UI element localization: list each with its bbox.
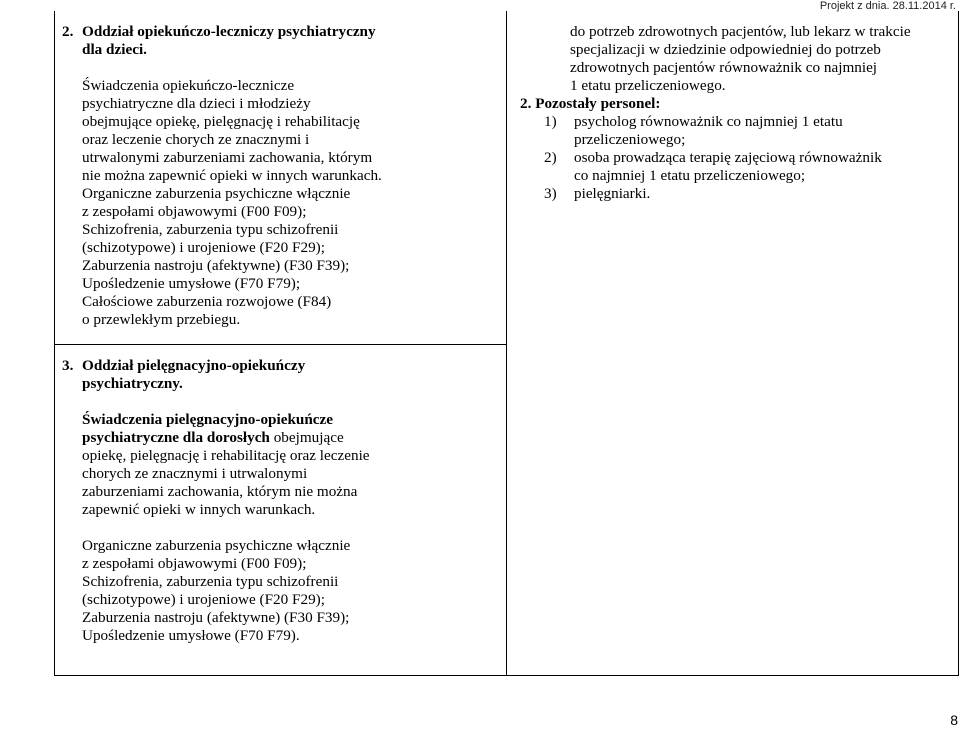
text-line: zdrowotnych pacjentów równoważnik co najmniej	[570, 59, 878, 76]
text-line: Schizofrenia, zaburzenia typu schizofrenii	[82, 221, 339, 238]
section-number: 3.	[62, 357, 74, 374]
text-line: chorych ze znacznymi i utrwalonymi	[82, 465, 308, 482]
text-line: opiekę, pielęgnację i rehabilitację oraz leczenie	[82, 447, 370, 464]
text-line: Upośledzenie umysłowe (F70 F79).	[82, 627, 300, 644]
staff-list	[516, 113, 946, 203]
text-line: Zaburzenia nastroju (afektywne) (F30 F39);	[82, 609, 350, 626]
text-line-mixed	[82, 429, 494, 447]
text-line: o przewlekłym przebiegu.	[82, 311, 241, 328]
list-item	[544, 149, 946, 185]
continuation-text	[516, 23, 946, 41]
text-line: (schizotypowe) i urojeniowe (F20 F29);	[82, 239, 325, 256]
text-line: oraz leczenie chorych ze znacznymi i	[82, 131, 310, 148]
text-line: zaburzeniami zachowania, którym nie można	[82, 483, 358, 500]
staff-heading: 2. Pozostały personel:	[520, 95, 661, 112]
section-3-heading	[54, 357, 494, 393]
text-line: 1 etatu przeliczeniowego.	[570, 77, 726, 94]
text-line: Organiczne zaburzenia psychiczne włącznie	[82, 185, 351, 202]
text-line: utrwalonymi zaburzeniami zachowania, którym	[82, 149, 373, 166]
text-line: psycholog równoważnik co najmniej 1 etatu	[574, 113, 843, 130]
text-line: Całościowe zaburzenia rozwojowe (F84)	[82, 293, 332, 310]
text-line: Świadczenia opiekuńczo-lecznicze	[82, 77, 295, 94]
continuation-text-rest	[516, 41, 946, 95]
section-title-line: psychiatryczny.	[82, 375, 183, 392]
text-line: specjalizacji w dziedzinie odpowiedniej do potrzeb	[570, 41, 881, 58]
section-2-disorders	[54, 185, 494, 329]
text-line: osoba prowadząca terapię zajęciową równoważnik	[574, 149, 882, 166]
section-number: 2.	[62, 23, 74, 40]
text-line: przeliczeniowego;	[574, 131, 686, 148]
page-number: 8	[950, 712, 958, 728]
list-number: 3)	[544, 185, 557, 202]
text-line: zapewnić opieki w innych warunkach.	[82, 501, 316, 518]
section-3-disorders	[54, 537, 494, 645]
table-border-bottom	[54, 675, 959, 676]
plain-phrase: obejmujące	[269, 429, 344, 446]
text-line: Schizofrenia, zaburzenia typu schizofrenii	[82, 573, 339, 590]
text-line: Organiczne zaburzenia psychiczne włącznie	[82, 537, 351, 554]
text-line: z zespołami objawowymi (F00 F09);	[82, 203, 307, 220]
text-line: Zaburzenia nastroju (afektywne) (F30 F39);	[82, 257, 350, 274]
list-item	[544, 113, 946, 149]
text-line: z zespołami objawowymi (F00 F09);	[82, 555, 307, 572]
text-line: co najmniej 1 etatu przeliczeniowego;	[574, 167, 806, 184]
text-line: obejmujące opiekę, pielęgnację i rehabilitację	[82, 113, 360, 130]
list-number: 1)	[544, 113, 557, 130]
draft-date-stamp: Projekt z dnia. 28.11.2014 r.	[819, 0, 956, 12]
list-number: 2)	[544, 149, 557, 166]
text-line: (schizotypowe) i urojeniowe (F20 F29);	[82, 591, 325, 608]
section-2-description	[54, 77, 494, 185]
section-title-line: Oddział opiekuńczo-leczniczy psychiatryczny	[82, 23, 376, 40]
text-line: nie można zapewnić opieki w innych warunkach.	[82, 167, 382, 184]
section-title-line: Oddział pielęgnacyjno-opiekuńczy	[82, 357, 306, 374]
row-divider	[54, 344, 507, 345]
left-column-section-2	[54, 23, 494, 329]
section-2-heading	[54, 23, 494, 59]
text-line-bold: Świadczenia pielęgnacyjno-opiekuńcze	[82, 411, 334, 428]
list-item	[544, 185, 946, 203]
right-column	[516, 23, 946, 203]
text-line: pielęgniarki.	[574, 185, 651, 202]
text-line: psychiatryczne dla dzieci i młodzieży	[82, 95, 311, 112]
left-column-section-3	[54, 357, 494, 645]
section-title-line: dla dzieci.	[82, 41, 147, 58]
bold-phrase: psychiatryczne dla dorosłych	[82, 429, 270, 446]
section-3-description	[54, 411, 494, 519]
text-line: do potrzeb zdrowotnych pacjentów, lub lekarz w trakcie	[570, 23, 911, 40]
text-line: Upośledzenie umysłowe (F70 F79);	[82, 275, 301, 292]
table-border-right	[958, 11, 959, 676]
